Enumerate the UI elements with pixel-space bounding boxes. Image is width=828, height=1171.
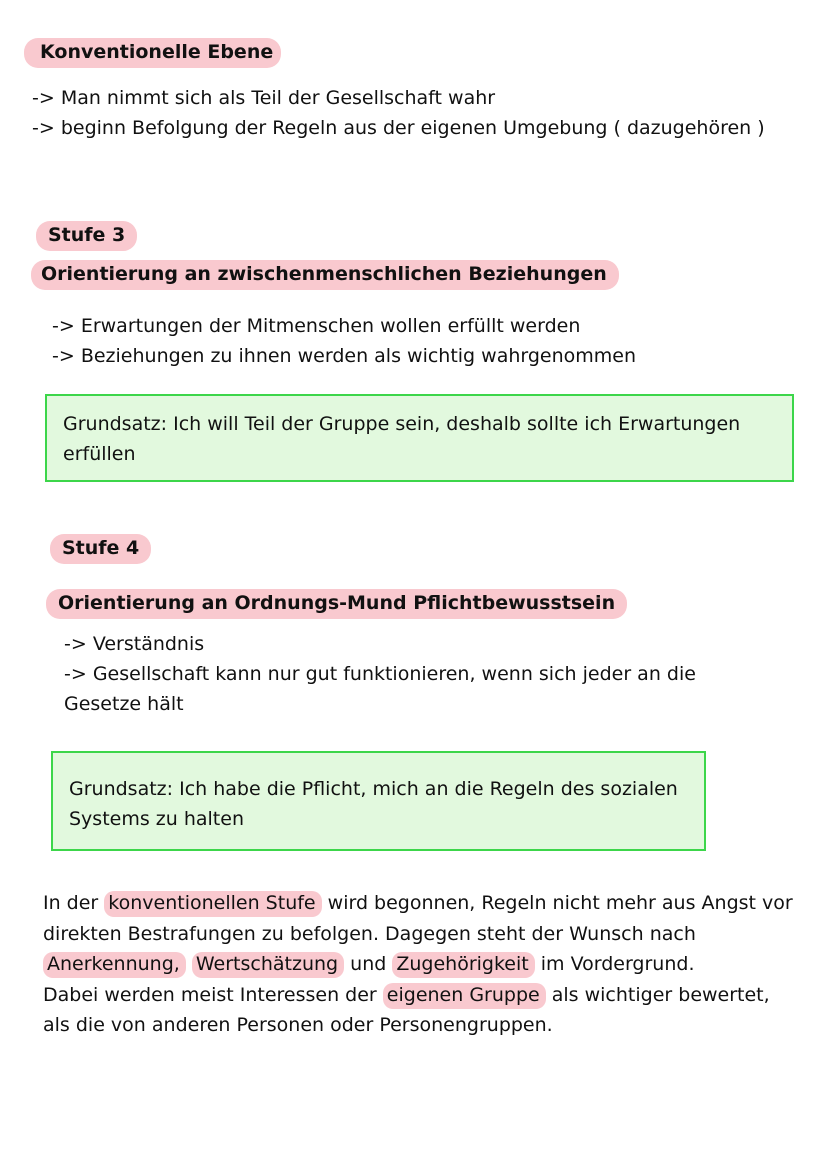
stufe3-principle-line-2: erfüllen [63,443,136,465]
summary-text: Dabei werden meist Interessen der [43,983,383,1006]
stufe3-title: Orientierung an zwischenmenschlichen Beziehungen [31,260,619,290]
stufe3-label: Stufe 3 [36,221,137,251]
highlight-anerkennung: Anerkennung, [43,952,186,978]
summary-text: im Vordergrund. [534,953,695,975]
stufe3-point-2: -> Beziehungen zu ihnen werden als wichtig wahrgenommen [52,345,637,367]
summary-line-2: direkten Bestrafungen zu befolgen. Dagegen steht der Wunsch nach [43,922,696,945]
summary-text: als wichtiger bewertet, [545,983,770,1006]
stufe4-point-1: -> Verständnis [64,633,205,655]
highlight-eigenen-gruppe: eigenen Gruppe [383,983,546,1009]
stufe4-title: Orientierung an Ordnungs-Mund Pflichtbewusstsein [46,589,627,619]
summary-text: und [344,953,393,975]
summary-text: wird begonnen, Regeln nicht mehr aus Angst vor [321,892,793,914]
stufe3-point-1: -> Erwartungen der Mitmenschen wollen erfüllt werden [52,315,581,337]
stufe4-principle-line-2: Systems zu halten [69,808,244,830]
summary-text: In der [43,892,105,914]
stufe3-principle-box [45,394,794,482]
section-heading: Konventionelle Ebene [24,38,281,68]
stufe4-point-2: -> Gesellschaft kann nur gut funktionieren, wenn sich jeder an die [64,663,696,685]
summary-line-5: als die von anderen Personen oder Personengruppen. [43,1014,553,1036]
stufe4-label: Stufe 4 [50,534,151,564]
highlight-wertschaetzung: Wertschätzung [192,952,344,978]
stufe4-principle-line-1: Grundsatz: Ich habe die Pflicht, mich an die Regeln des sozialen [69,778,678,800]
section-point-1: -> Man nimmt sich als Teil der Gesellschaft wahr [32,87,496,109]
highlight-zugehoerigkeit: Zugehörigkeit [392,952,534,978]
stufe4-principle-box [51,751,706,851]
summary-paragraph [43,888,813,1041]
highlight-konventionelle-stufe: konventionellen Stufe [104,891,321,917]
stufe3-principle-line-1: Grundsatz: Ich will Teil der Gruppe sein, deshalb sollte ich Erwartungen [63,413,741,435]
stufe4-point-3: Gesetze hält [64,693,184,715]
section-point-2: -> beginn Befolgung der Regeln aus der eigenen Umgebung ( dazugehören ) [32,117,765,139]
